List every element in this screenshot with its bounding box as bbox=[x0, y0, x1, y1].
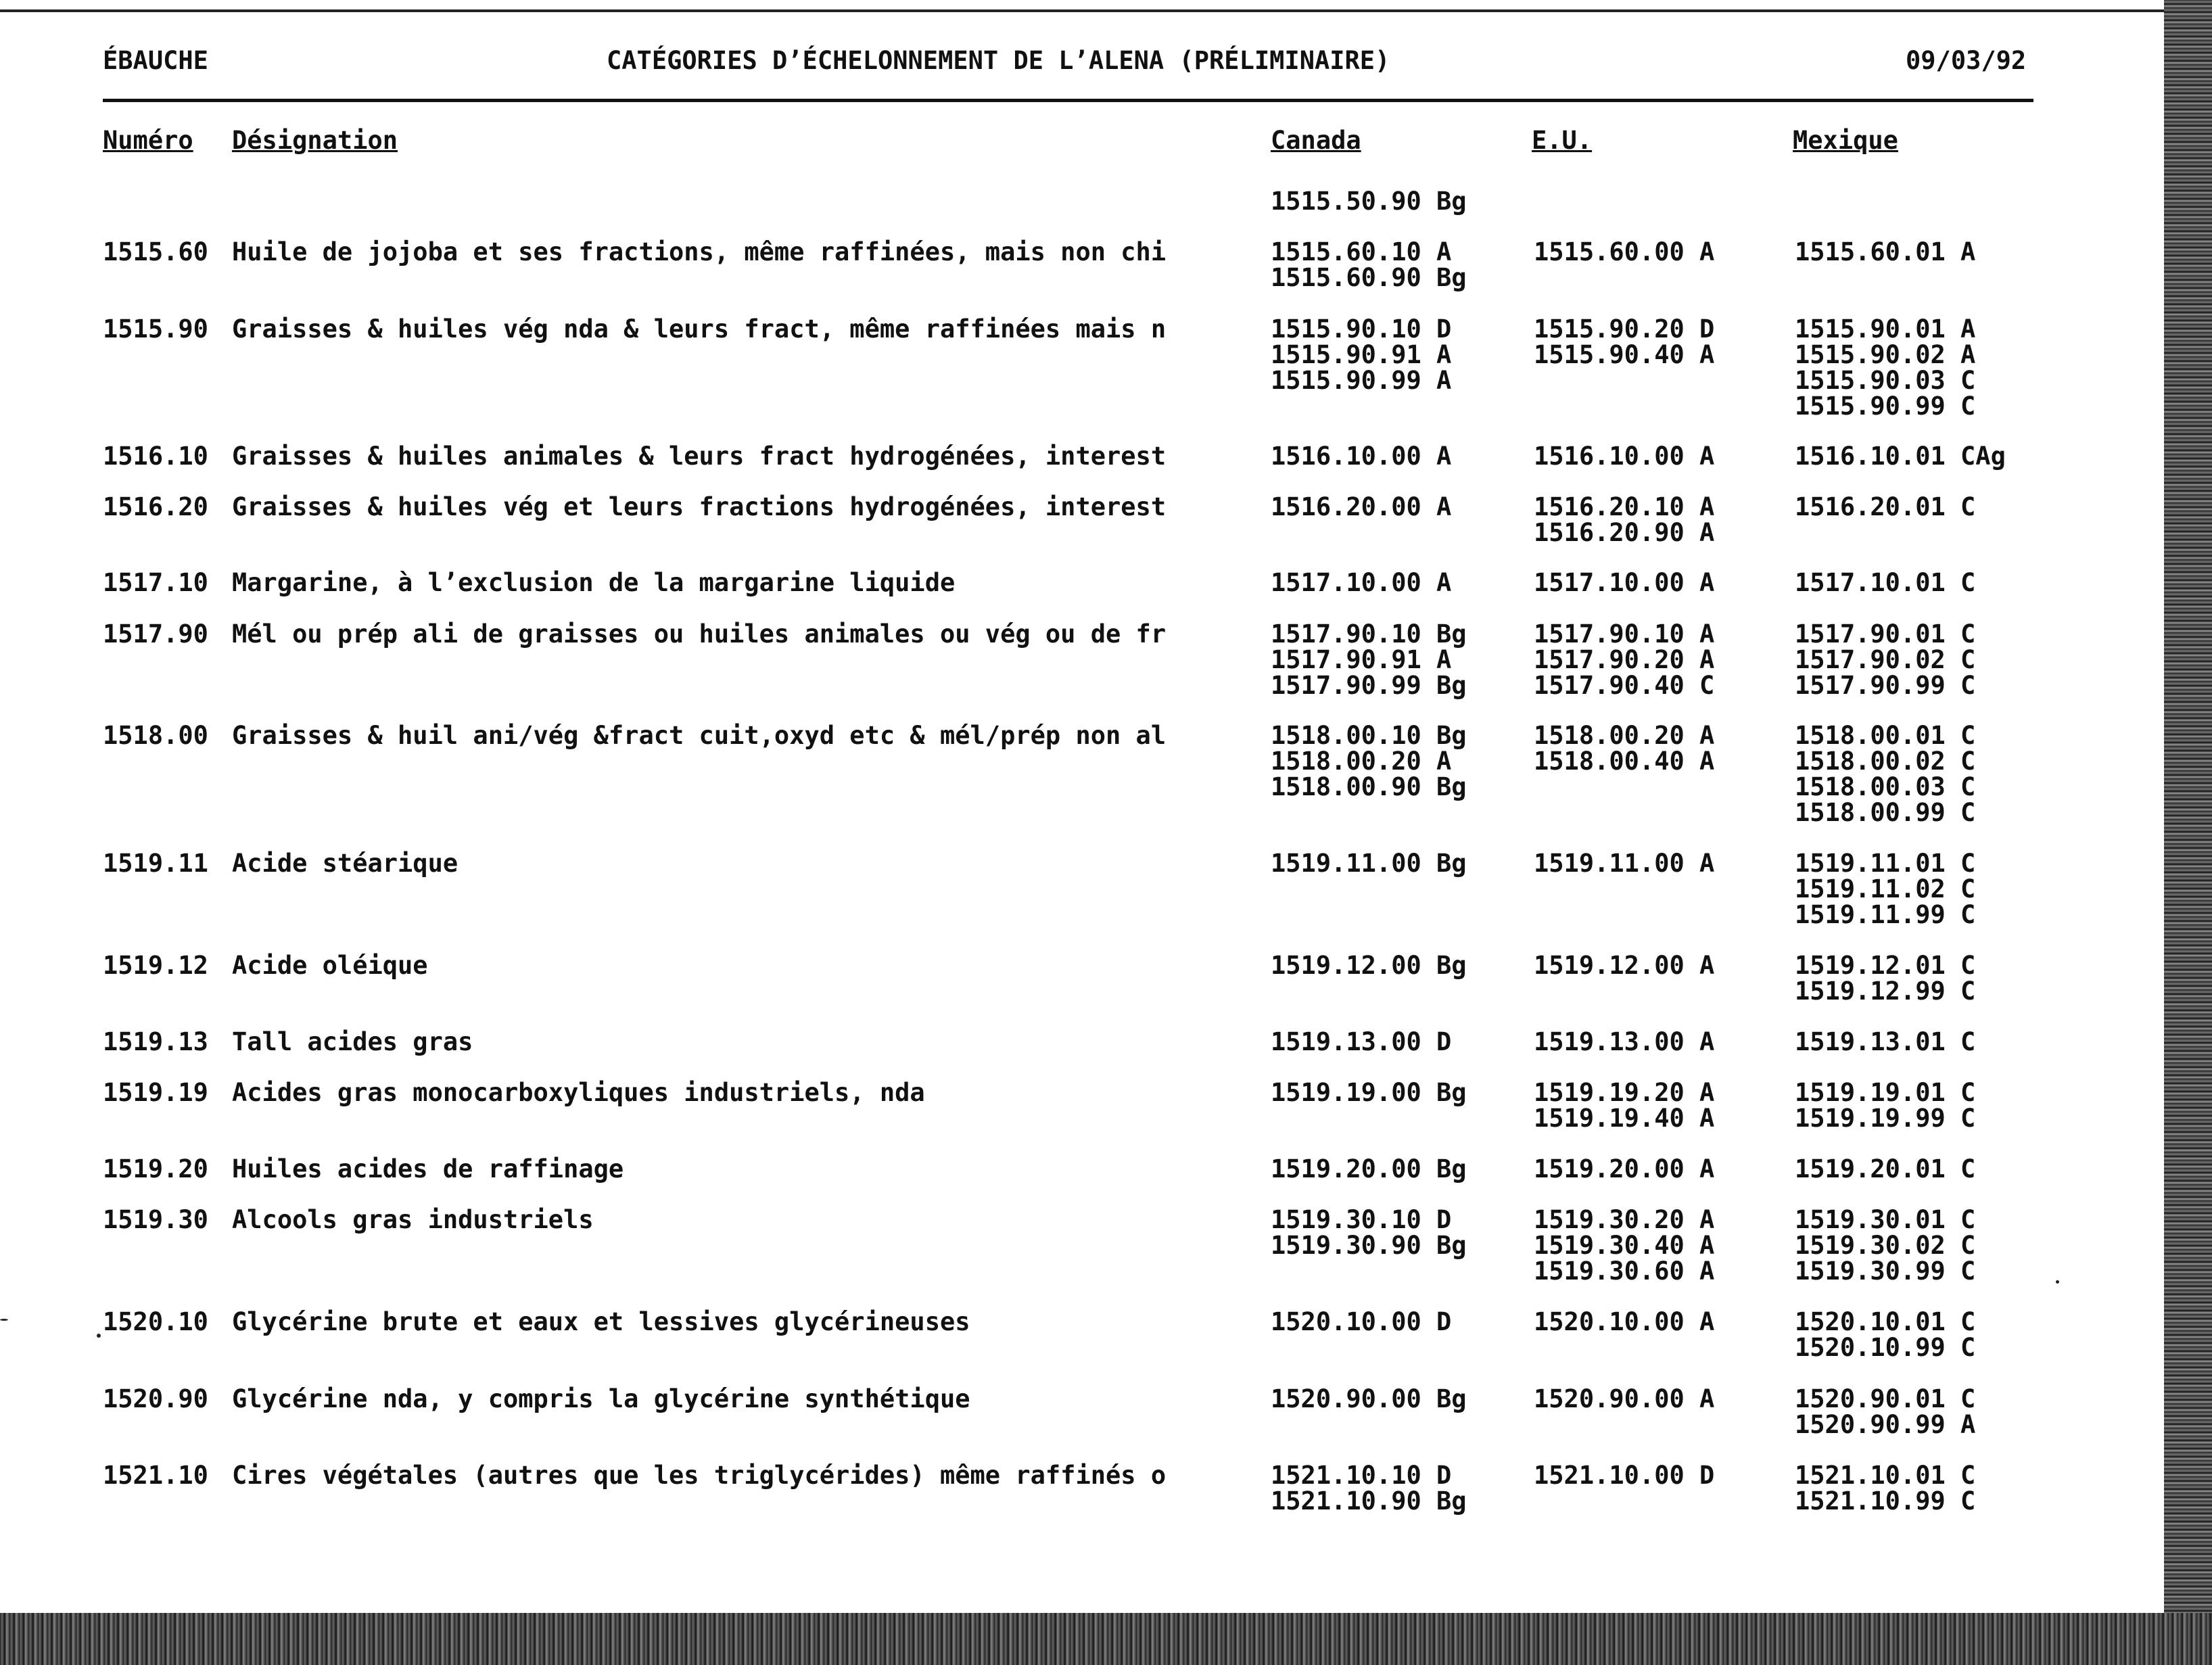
row-number: 1517.10 bbox=[103, 568, 208, 597]
row-number: 1520.90 bbox=[103, 1384, 208, 1413]
row-number: 1519.30 bbox=[103, 1205, 208, 1234]
row-canada-codes: 1516.10.00 A bbox=[1271, 442, 1452, 471]
row-canada-codes: 1519.20.00 Bg bbox=[1271, 1154, 1467, 1183]
row-eu-codes: 1516.20.10 A 1516.20.90 A bbox=[1534, 492, 1715, 547]
row-mexique-codes: 1519.13.01 C bbox=[1795, 1027, 1976, 1056]
row-canada-codes: 1520.10.00 D bbox=[1271, 1307, 1452, 1336]
row-designation: Graisses & huiles vég et leurs fractions hydrogénées, interest bbox=[232, 492, 1167, 521]
row-eu-codes: 1518.00.20 A 1518.00.40 A bbox=[1534, 721, 1715, 776]
scan-edge-bottom bbox=[0, 1613, 2212, 1665]
row-number: 1519.12 bbox=[103, 951, 208, 980]
row-number: 1516.20 bbox=[103, 492, 208, 521]
row-eu-codes: 1519.13.00 A bbox=[1534, 1027, 1715, 1056]
row-canada-codes: 1515.50.90 Bg bbox=[1271, 187, 1467, 216]
row-eu-codes: 1517.90.10 A 1517.90.20 A 1517.90.40 C bbox=[1534, 619, 1715, 700]
row-mexique-codes: 1516.20.01 C bbox=[1795, 492, 1976, 521]
row-designation: Huile de jojoba et ses fractions, même raffinées, mais non chi bbox=[232, 237, 1167, 266]
row-canada-codes: 1515.60.10 A 1515.60.90 Bg bbox=[1271, 237, 1467, 292]
header-rule bbox=[103, 99, 2033, 102]
column-header-numero: Numéro bbox=[103, 126, 193, 155]
column-header-mexique: Mexique bbox=[1793, 126, 1898, 155]
row-eu-codes: 1515.90.20 D 1515.90.40 A bbox=[1534, 314, 1715, 369]
row-mexique-codes: 1516.10.01 CAg bbox=[1795, 442, 2006, 471]
row-mexique-codes: 1518.00.01 C 1518.00.02 C 1518.00.03 C 1518.00.99 C bbox=[1795, 721, 1976, 827]
row-number: 1519.19 bbox=[103, 1078, 208, 1107]
row-number: 1515.90 bbox=[103, 314, 208, 344]
row-eu-codes: 1520.90.00 A bbox=[1534, 1384, 1715, 1413]
row-canada-codes: 1519.19.00 Bg bbox=[1271, 1078, 1467, 1107]
row-mexique-codes: 1520.10.01 C 1520.10.99 C bbox=[1795, 1307, 1976, 1362]
row-number: 1519.13 bbox=[103, 1027, 208, 1056]
row-mexique-codes: 1520.90.01 C 1520.90.99 A bbox=[1795, 1384, 1976, 1439]
column-header-designation: Désignation bbox=[232, 126, 398, 155]
row-number: 1521.10 bbox=[103, 1461, 208, 1490]
row-eu-codes: 1517.10.00 A bbox=[1534, 568, 1715, 597]
row-designation: Alcools gras industriels bbox=[232, 1205, 594, 1234]
row-mexique-codes: 1517.10.01 C bbox=[1795, 568, 1976, 597]
row-eu-codes: 1519.19.20 A 1519.19.40 A bbox=[1534, 1078, 1715, 1133]
row-number: 1519.11 bbox=[103, 849, 208, 878]
row-canada-codes: 1521.10.10 D 1521.10.90 Bg bbox=[1271, 1461, 1467, 1516]
row-canada-codes: 1517.90.10 Bg 1517.90.91 A 1517.90.99 Bg bbox=[1271, 619, 1467, 700]
row-designation: Acide oléique bbox=[232, 951, 428, 980]
scan-speck bbox=[2056, 1280, 2059, 1284]
row-mexique-codes: 1519.19.01 C 1519.19.99 C bbox=[1795, 1078, 1976, 1133]
row-designation: Graisses & huil ani/vég &fract cuit,oxyd etc & mél/prép non al bbox=[232, 721, 1167, 750]
scan-speck bbox=[0, 1319, 8, 1321]
row-mexique-codes: 1519.12.01 C 1519.12.99 C bbox=[1795, 951, 1976, 1006]
column-header-eu: E.U. bbox=[1532, 126, 1593, 155]
document-title: CATÉGORIES D’ÉCHELONNEMENT DE L’ALENA (PRÉLIMINAIRE) bbox=[607, 46, 1390, 75]
row-mexique-codes: 1517.90.01 C 1517.90.02 C 1517.90.99 C bbox=[1795, 619, 1976, 700]
row-canada-codes: 1518.00.10 Bg 1518.00.20 A 1518.00.90 Bg bbox=[1271, 721, 1467, 801]
row-eu-codes: 1520.10.00 A bbox=[1534, 1307, 1715, 1336]
row-eu-codes: 1519.11.00 A bbox=[1534, 849, 1715, 878]
top-border-line bbox=[0, 9, 2164, 12]
row-designation: Graisses & huiles vég nda & leurs fract, même raffinées mais n bbox=[232, 314, 1167, 344]
row-number: 1516.10 bbox=[103, 442, 208, 471]
row-canada-codes: 1519.30.10 D 1519.30.90 Bg bbox=[1271, 1205, 1467, 1260]
row-canada-codes: 1519.13.00 D bbox=[1271, 1027, 1452, 1056]
row-number: 1520.10 bbox=[103, 1307, 208, 1336]
row-canada-codes: 1516.20.00 A bbox=[1271, 492, 1452, 521]
row-designation: Glycérine nda, y compris la glycérine synthétique bbox=[232, 1384, 970, 1413]
row-eu-codes: 1521.10.00 D bbox=[1534, 1461, 1715, 1490]
row-canada-codes: 1520.90.00 Bg bbox=[1271, 1384, 1467, 1413]
column-header-canada: Canada bbox=[1271, 126, 1361, 155]
document-date: 09/03/92 bbox=[1906, 46, 2027, 75]
row-canada-codes: 1519.11.00 Bg bbox=[1271, 849, 1467, 878]
row-eu-codes: 1515.60.00 A bbox=[1534, 237, 1715, 266]
row-designation: Mél ou prép ali de graisses ou huiles animales ou vég ou de fr bbox=[232, 619, 1167, 649]
scan-edge-right bbox=[2164, 0, 2212, 1665]
row-eu-codes: 1516.10.00 A bbox=[1534, 442, 1715, 471]
row-designation: Acide stéarique bbox=[232, 849, 458, 878]
row-designation: Graisses & huiles animales & leurs fract hydrogénées, interest bbox=[232, 442, 1167, 471]
row-mexique-codes: 1515.90.01 A 1515.90.02 A 1515.90.03 C 1515.90.99 C bbox=[1795, 314, 1976, 421]
row-designation: Huiles acides de raffinage bbox=[232, 1154, 624, 1183]
row-number: 1515.60 bbox=[103, 237, 208, 266]
row-canada-codes: 1517.10.00 A bbox=[1271, 568, 1452, 597]
row-mexique-codes: 1519.20.01 C bbox=[1795, 1154, 1976, 1183]
row-number: 1518.00 bbox=[103, 721, 208, 750]
row-mexique-codes: 1519.30.01 C 1519.30.02 C 1519.30.99 C bbox=[1795, 1205, 1976, 1286]
row-mexique-codes: 1521.10.01 C 1521.10.99 C bbox=[1795, 1461, 1976, 1516]
draft-label: ÉBAUCHE bbox=[103, 46, 208, 75]
row-designation: Glycérine brute et eaux et lessives glycérineuses bbox=[232, 1307, 970, 1336]
row-eu-codes: 1519.12.00 A bbox=[1534, 951, 1715, 980]
row-canada-codes: 1519.12.00 Bg bbox=[1271, 951, 1467, 980]
row-eu-codes: 1519.20.00 A bbox=[1534, 1154, 1715, 1183]
row-designation: Margarine, à l’exclusion de la margarine liquide bbox=[232, 568, 956, 597]
row-mexique-codes: 1515.60.01 A bbox=[1795, 237, 1976, 266]
row-number: 1519.20 bbox=[103, 1154, 208, 1183]
row-number: 1517.90 bbox=[103, 619, 208, 649]
row-designation: Acides gras monocarboxyliques industriels, nda bbox=[232, 1078, 925, 1107]
row-designation: Tall acides gras bbox=[232, 1027, 473, 1056]
row-canada-codes: 1515.90.10 D 1515.90.91 A 1515.90.99 A bbox=[1271, 314, 1452, 395]
scan-speck bbox=[97, 1334, 101, 1338]
row-designation: Cires végétales (autres que les triglycérides) même raffinés o bbox=[232, 1461, 1167, 1490]
row-mexique-codes: 1519.11.01 C 1519.11.02 C 1519.11.99 C bbox=[1795, 849, 1976, 929]
row-eu-codes: 1519.30.20 A 1519.30.40 A 1519.30.60 A bbox=[1534, 1205, 1715, 1286]
